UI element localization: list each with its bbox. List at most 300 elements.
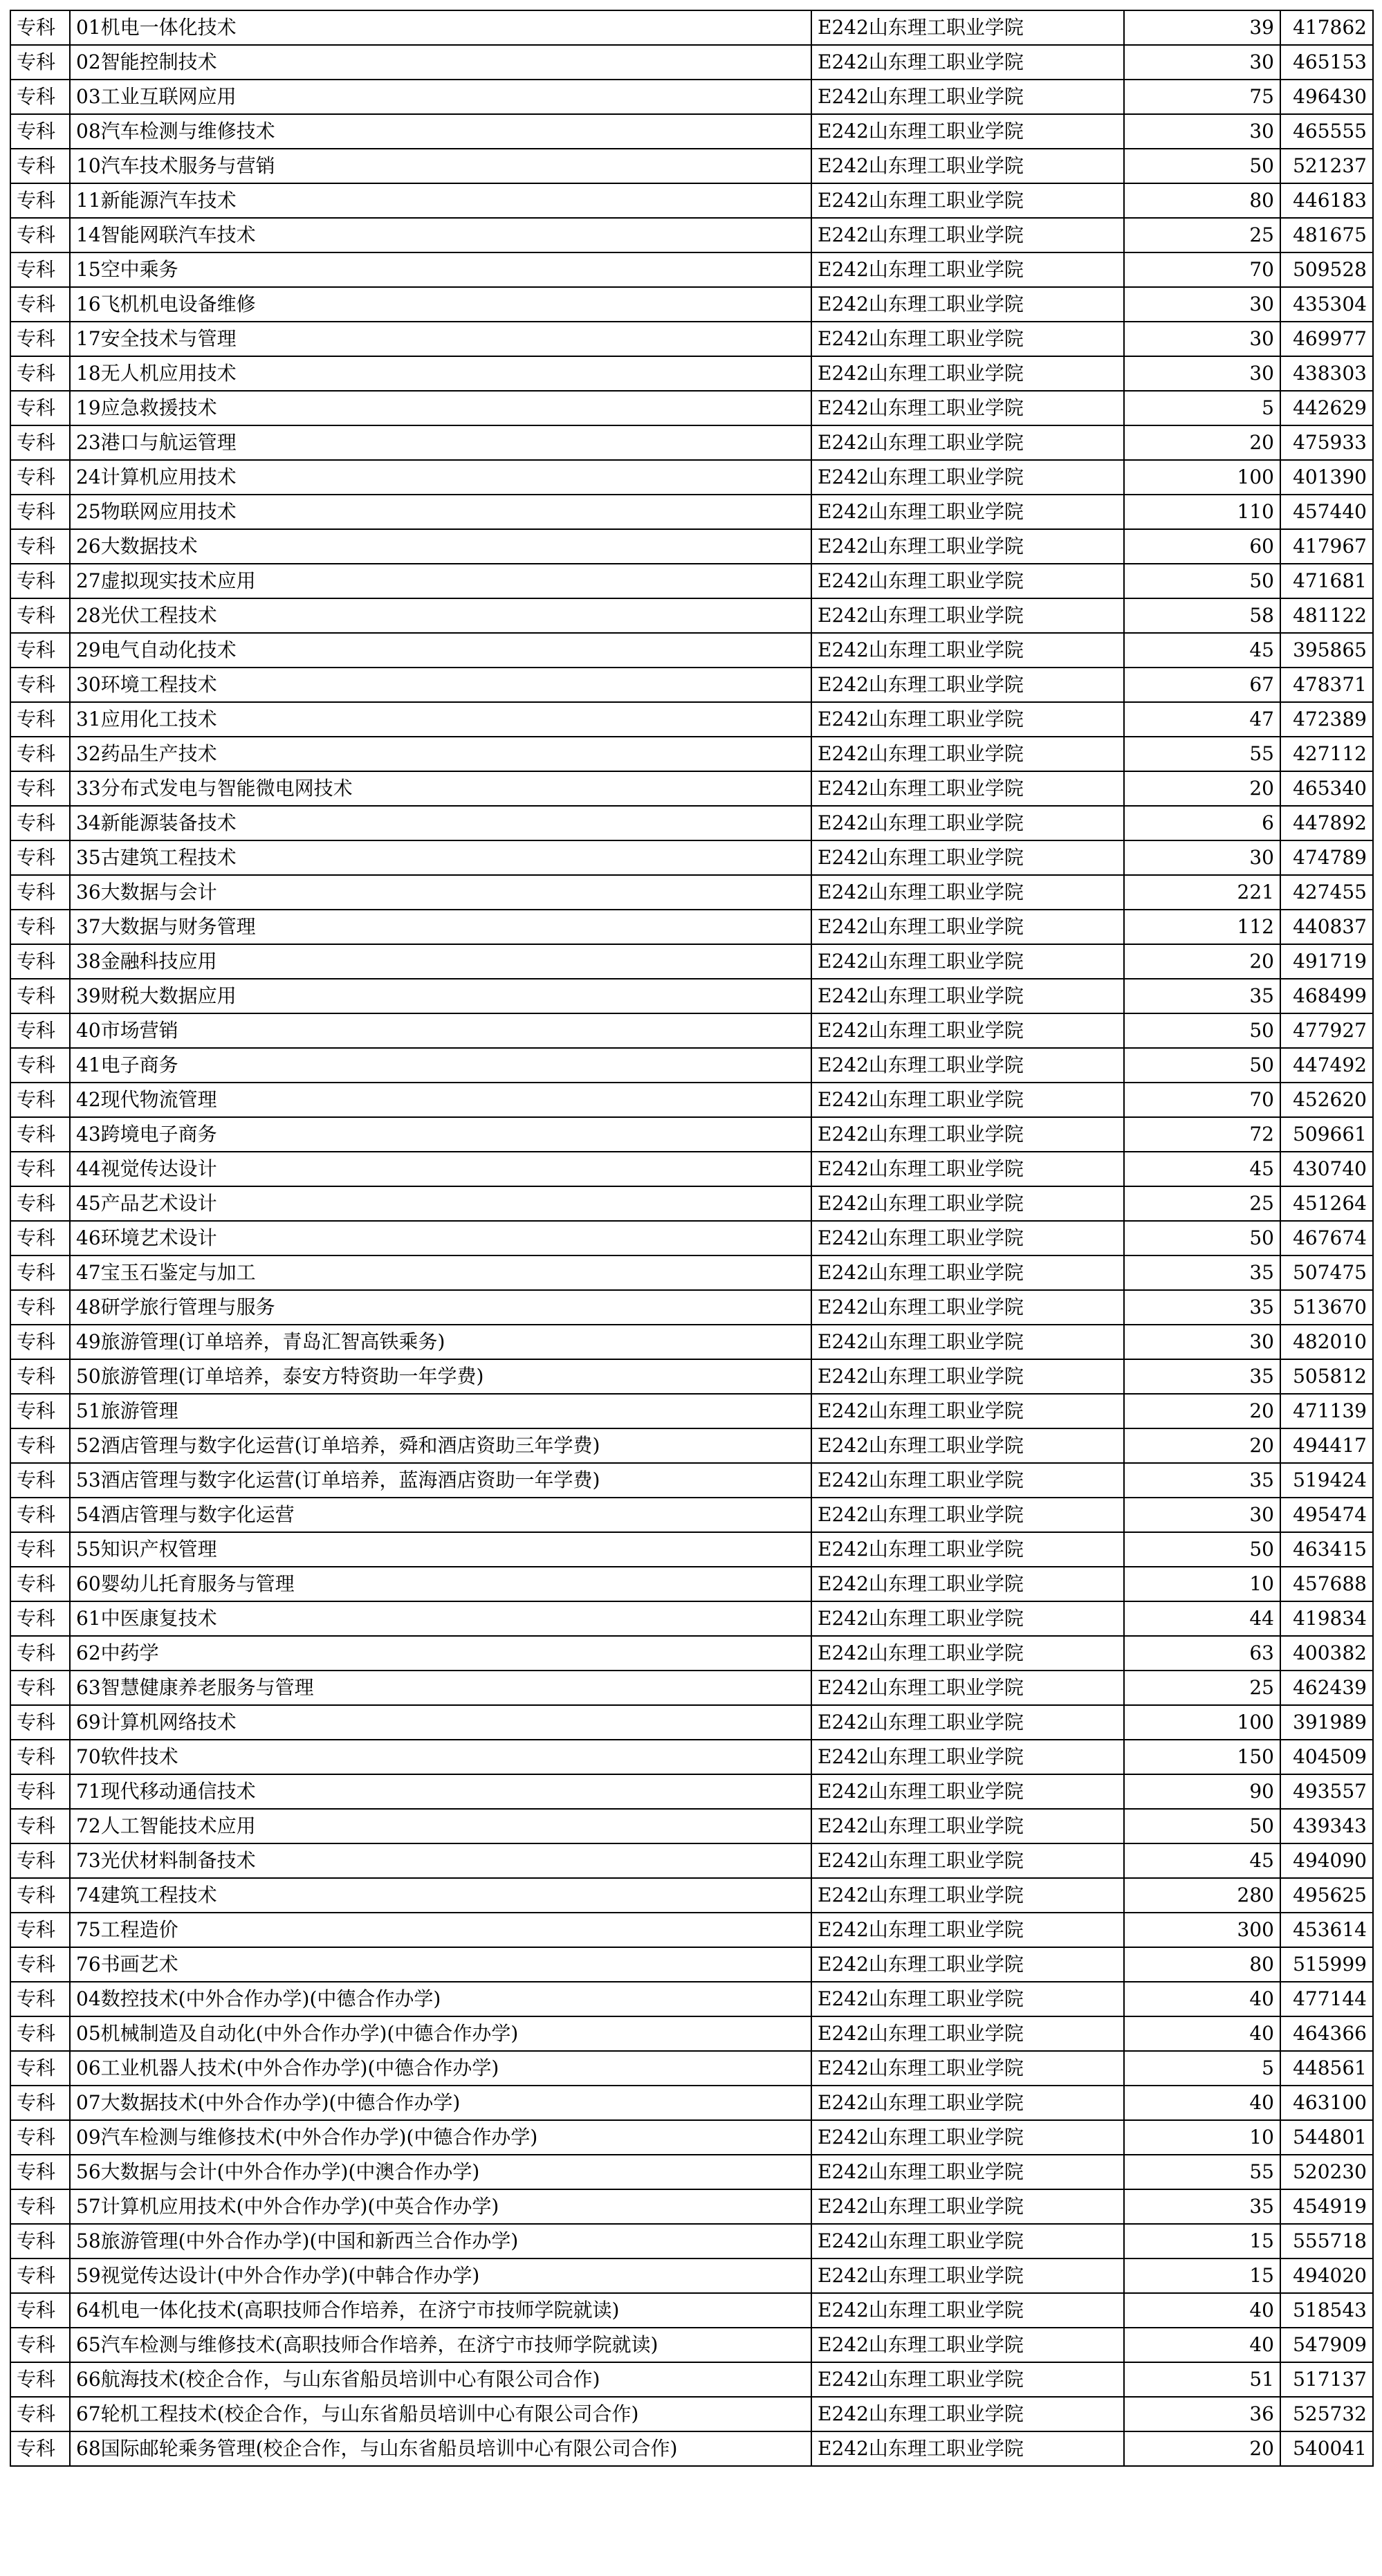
school-cell: E242山东理工职业学院 <box>811 1325 1124 1359</box>
level-cell: 专科 <box>10 1843 70 1878</box>
plan-count-cell: 112 <box>1124 910 1280 944</box>
plan-count-cell: 30 <box>1124 322 1280 356</box>
school-cell: E242山东理工职业学院 <box>811 1117 1124 1152</box>
table-row <box>10 322 1373 356</box>
min-rank-cell: 465153 <box>1280 45 1373 80</box>
min-rank-cell: 463100 <box>1280 2086 1373 2120</box>
major-cell: 62中药学 <box>70 1636 811 1671</box>
major-cell: 02智能控制技术 <box>70 45 811 80</box>
min-rank-cell: 544801 <box>1280 2120 1373 2155</box>
min-rank-cell: 462439 <box>1280 1671 1373 1705</box>
table-row <box>10 1636 1373 1671</box>
table-row <box>10 1325 1373 1359</box>
min-rank-cell: 518543 <box>1280 2293 1373 2328</box>
level-cell: 专科 <box>10 2362 70 2397</box>
min-rank-cell: 521237 <box>1280 149 1373 183</box>
plan-count-cell: 40 <box>1124 2328 1280 2362</box>
min-rank-cell: 457440 <box>1280 495 1373 529</box>
min-rank-cell: 477927 <box>1280 1013 1373 1048</box>
table-row <box>10 633 1373 668</box>
level-cell: 专科 <box>10 910 70 944</box>
min-rank-cell: 447892 <box>1280 806 1373 840</box>
level-cell: 专科 <box>10 1255 70 1290</box>
major-cell: 33分布式发电与智能微电网技术 <box>70 771 811 806</box>
min-rank-cell: 468499 <box>1280 979 1373 1013</box>
level-cell: 专科 <box>10 322 70 356</box>
table-row <box>10 771 1373 806</box>
table-row <box>10 10 1373 45</box>
school-cell: E242山东理工职业学院 <box>811 1601 1124 1636</box>
level-cell: 专科 <box>10 391 70 425</box>
min-rank-cell: 525732 <box>1280 2397 1373 2431</box>
school-cell: E242山东理工职业学院 <box>811 1359 1124 1394</box>
min-rank-cell: 401390 <box>1280 460 1373 495</box>
min-rank-cell: 494417 <box>1280 1428 1373 1463</box>
major-cell: 56大数据与会计(中外合作办学)(中澳合作办学) <box>70 2155 811 2189</box>
table-row <box>10 2189 1373 2224</box>
school-cell: E242山东理工职业学院 <box>811 45 1124 80</box>
table-row <box>10 391 1373 425</box>
table-row <box>10 425 1373 460</box>
min-rank-cell: 481675 <box>1280 218 1373 252</box>
plan-count-cell: 25 <box>1124 1186 1280 1221</box>
level-cell: 专科 <box>10 598 70 633</box>
level-cell: 专科 <box>10 1221 70 1255</box>
level-cell: 专科 <box>10 1290 70 1325</box>
major-cell: 31应用化工技术 <box>70 702 811 737</box>
major-cell: 73光伏材料制备技术 <box>70 1843 811 1878</box>
level-cell: 专科 <box>10 1740 70 1774</box>
level-cell: 专科 <box>10 1498 70 1532</box>
major-cell: 66航海技术(校企合作，与山东省船员培训中心有限公司合作) <box>70 2362 811 2397</box>
school-cell: E242山东理工职业学院 <box>811 598 1124 633</box>
school-cell: E242山东理工职业学院 <box>811 771 1124 806</box>
plan-count-cell: 67 <box>1124 668 1280 702</box>
plan-count-cell: 35 <box>1124 2189 1280 2224</box>
table-row <box>10 1463 1373 1498</box>
level-cell: 专科 <box>10 1532 70 1567</box>
table-body <box>10 10 1373 2466</box>
school-cell: E242山东理工职业学院 <box>811 1428 1124 1463</box>
plan-count-cell: 15 <box>1124 2258 1280 2293</box>
table-row <box>10 875 1373 910</box>
school-cell: E242山东理工职业学院 <box>811 183 1124 218</box>
table-row <box>10 668 1373 702</box>
school-cell: E242山东理工职业学院 <box>811 1290 1124 1325</box>
school-cell: E242山东理工职业学院 <box>811 1013 1124 1048</box>
plan-count-cell: 70 <box>1124 1083 1280 1117</box>
level-cell: 专科 <box>10 2086 70 2120</box>
level-cell: 专科 <box>10 1152 70 1186</box>
min-rank-cell: 465555 <box>1280 114 1373 149</box>
level-cell: 专科 <box>10 10 70 45</box>
major-cell: 05机械制造及自动化(中外合作办学)(中德合作办学) <box>70 2016 811 2051</box>
major-cell: 04数控技术(中外合作办学)(中德合作办学) <box>70 1982 811 2016</box>
school-cell: E242山东理工职业学院 <box>811 979 1124 1013</box>
plan-count-cell: 20 <box>1124 771 1280 806</box>
table-row <box>10 1013 1373 1048</box>
plan-count-cell: 40 <box>1124 2293 1280 2328</box>
level-cell: 专科 <box>10 806 70 840</box>
table-row <box>10 1428 1373 1463</box>
level-cell: 专科 <box>10 1394 70 1428</box>
table-row <box>10 1913 1373 1947</box>
plan-count-cell: 15 <box>1124 2224 1280 2258</box>
table-row <box>10 1740 1373 1774</box>
major-cell: 60婴幼儿托育服务与管理 <box>70 1567 811 1601</box>
plan-count-cell: 35 <box>1124 1255 1280 1290</box>
school-cell: E242山东理工职业学院 <box>811 1636 1124 1671</box>
plan-count-cell: 40 <box>1124 2086 1280 2120</box>
table-row <box>10 1947 1373 1982</box>
min-rank-cell: 555718 <box>1280 2224 1373 2258</box>
plan-count-cell: 100 <box>1124 460 1280 495</box>
plan-count-cell: 58 <box>1124 598 1280 633</box>
plan-count-cell: 44 <box>1124 1601 1280 1636</box>
school-cell: E242山东理工职业学院 <box>811 1878 1124 1913</box>
major-cell: 67轮机工程技术(校企合作，与山东省船员培训中心有限公司合作) <box>70 2397 811 2431</box>
major-cell: 64机电一体化技术(高职技师合作培养，在济宁市技师学院就读) <box>70 2293 811 2328</box>
plan-count-cell: 50 <box>1124 1048 1280 1083</box>
level-cell: 专科 <box>10 2397 70 2431</box>
level-cell: 专科 <box>10 529 70 564</box>
school-cell: E242山东理工职业学院 <box>811 2086 1124 2120</box>
table-row <box>10 1601 1373 1636</box>
table-row <box>10 1117 1373 1152</box>
plan-count-cell: 45 <box>1124 1843 1280 1878</box>
min-rank-cell: 474789 <box>1280 840 1373 875</box>
level-cell: 专科 <box>10 1463 70 1498</box>
school-cell: E242山东理工职业学院 <box>811 2189 1124 2224</box>
table-row <box>10 2362 1373 2397</box>
min-rank-cell: 454919 <box>1280 2189 1373 2224</box>
table-row <box>10 1671 1373 1705</box>
major-cell: 47宝玉石鉴定与加工 <box>70 1255 811 1290</box>
plan-count-cell: 150 <box>1124 1740 1280 1774</box>
school-cell: E242山东理工职业学院 <box>811 1913 1124 1947</box>
major-cell: 28光伏工程技术 <box>70 598 811 633</box>
min-rank-cell: 472389 <box>1280 702 1373 737</box>
min-rank-cell: 395865 <box>1280 633 1373 668</box>
major-cell: 61中医康复技术 <box>70 1601 811 1636</box>
major-cell: 24计算机应用技术 <box>70 460 811 495</box>
min-rank-cell: 438303 <box>1280 356 1373 391</box>
table-row <box>10 2258 1373 2293</box>
level-cell: 专科 <box>10 149 70 183</box>
plan-count-cell: 70 <box>1124 252 1280 287</box>
level-cell: 专科 <box>10 2155 70 2189</box>
school-cell: E242山东理工职业学院 <box>811 564 1124 598</box>
min-rank-cell: 475933 <box>1280 425 1373 460</box>
major-cell: 57计算机应用技术(中外合作办学)(中英合作办学) <box>70 2189 811 2224</box>
level-cell: 专科 <box>10 1636 70 1671</box>
plan-count-cell: 100 <box>1124 1705 1280 1740</box>
min-rank-cell: 495474 <box>1280 1498 1373 1532</box>
min-rank-cell: 430740 <box>1280 1152 1373 1186</box>
min-rank-cell: 457688 <box>1280 1567 1373 1601</box>
school-cell: E242山东理工职业学院 <box>811 391 1124 425</box>
major-cell: 72人工智能技术应用 <box>70 1809 811 1843</box>
school-cell: E242山东理工职业学院 <box>811 910 1124 944</box>
min-rank-cell: 391989 <box>1280 1705 1373 1740</box>
school-cell: E242山东理工职业学院 <box>811 668 1124 702</box>
table-row <box>10 1498 1373 1532</box>
school-cell: E242山东理工职业学院 <box>811 425 1124 460</box>
min-rank-cell: 494090 <box>1280 1843 1373 1878</box>
major-cell: 42现代物流管理 <box>70 1083 811 1117</box>
plan-count-cell: 30 <box>1124 1325 1280 1359</box>
level-cell: 专科 <box>10 1083 70 1117</box>
major-cell: 49旅游管理(订单培养，青岛汇智高铁乘务) <box>70 1325 811 1359</box>
level-cell: 专科 <box>10 1601 70 1636</box>
level-cell: 专科 <box>10 1359 70 1394</box>
level-cell: 专科 <box>10 2293 70 2328</box>
plan-count-cell: 63 <box>1124 1636 1280 1671</box>
table-row <box>10 1567 1373 1601</box>
major-cell: 36大数据与会计 <box>70 875 811 910</box>
table-row <box>10 529 1373 564</box>
plan-count-cell: 10 <box>1124 2120 1280 2155</box>
table-row <box>10 737 1373 771</box>
school-cell: E242山东理工职业学院 <box>811 1809 1124 1843</box>
major-cell: 06工业机器人技术(中外合作办学)(中德合作办学) <box>70 2051 811 2086</box>
level-cell: 专科 <box>10 2328 70 2362</box>
major-cell: 44视觉传达设计 <box>70 1152 811 1186</box>
level-cell: 专科 <box>10 2120 70 2155</box>
major-cell: 09汽车检测与维修技术(中外合作办学)(中德合作办学) <box>70 2120 811 2155</box>
plan-count-cell: 30 <box>1124 287 1280 322</box>
level-cell: 专科 <box>10 979 70 1013</box>
level-cell: 专科 <box>10 1013 70 1048</box>
plan-count-cell: 47 <box>1124 702 1280 737</box>
min-rank-cell: 417967 <box>1280 529 1373 564</box>
major-cell: 14智能网联汽车技术 <box>70 218 811 252</box>
plan-count-cell: 75 <box>1124 80 1280 114</box>
table-row <box>10 2328 1373 2362</box>
school-cell: E242山东理工职业学院 <box>811 2293 1124 2328</box>
level-cell: 专科 <box>10 114 70 149</box>
table-row <box>10 598 1373 633</box>
table-row <box>10 114 1373 149</box>
min-rank-cell: 517137 <box>1280 2362 1373 2397</box>
min-rank-cell: 427455 <box>1280 875 1373 910</box>
level-cell: 专科 <box>10 1982 70 2016</box>
school-cell: E242山东理工职业学院 <box>811 737 1124 771</box>
school-cell: E242山东理工职业学院 <box>811 1083 1124 1117</box>
school-cell: E242山东理工职业学院 <box>811 2362 1124 2397</box>
table-row <box>10 1982 1373 2016</box>
school-cell: E242山东理工职业学院 <box>811 1463 1124 1498</box>
school-cell: E242山东理工职业学院 <box>811 633 1124 668</box>
table-row <box>10 80 1373 114</box>
min-rank-cell: 469977 <box>1280 322 1373 356</box>
min-rank-cell: 446183 <box>1280 183 1373 218</box>
min-rank-cell: 515999 <box>1280 1947 1373 1982</box>
major-cell: 50旅游管理(订单培养，泰安方特资助一年学费) <box>70 1359 811 1394</box>
min-rank-cell: 451264 <box>1280 1186 1373 1221</box>
table-row <box>10 1809 1373 1843</box>
min-rank-cell: 400382 <box>1280 1636 1373 1671</box>
plan-count-cell: 25 <box>1124 1671 1280 1705</box>
level-cell: 专科 <box>10 1878 70 1913</box>
level-cell: 专科 <box>10 1567 70 1601</box>
level-cell: 专科 <box>10 2051 70 2086</box>
major-cell: 08汽车检测与维修技术 <box>70 114 811 149</box>
table-row <box>10 1705 1373 1740</box>
level-cell: 专科 <box>10 840 70 875</box>
level-cell: 专科 <box>10 737 70 771</box>
major-cell: 53酒店管理与数字化运营(订单培养，蓝海酒店资助一年学费) <box>70 1463 811 1498</box>
level-cell: 专科 <box>10 633 70 668</box>
min-rank-cell: 471681 <box>1280 564 1373 598</box>
level-cell: 专科 <box>10 771 70 806</box>
plan-count-cell: 40 <box>1124 1982 1280 2016</box>
major-cell: 32药品生产技术 <box>70 737 811 771</box>
table-row <box>10 2086 1373 2120</box>
level-cell: 专科 <box>10 668 70 702</box>
plan-count-cell: 30 <box>1124 45 1280 80</box>
min-rank-cell: 482010 <box>1280 1325 1373 1359</box>
school-cell: E242山东理工职业学院 <box>811 1186 1124 1221</box>
plan-count-cell: 35 <box>1124 979 1280 1013</box>
level-cell: 专科 <box>10 1117 70 1152</box>
plan-count-cell: 45 <box>1124 1152 1280 1186</box>
level-cell: 专科 <box>10 1913 70 1947</box>
school-cell: E242山东理工职业学院 <box>811 495 1124 529</box>
min-rank-cell: 519424 <box>1280 1463 1373 1498</box>
level-cell: 专科 <box>10 875 70 910</box>
level-cell: 专科 <box>10 1809 70 1843</box>
plan-count-cell: 30 <box>1124 840 1280 875</box>
plan-count-cell: 25 <box>1124 218 1280 252</box>
level-cell: 专科 <box>10 1048 70 1083</box>
major-cell: 11新能源汽车技术 <box>70 183 811 218</box>
school-cell: E242山东理工职业学院 <box>811 2397 1124 2431</box>
min-rank-cell: 507475 <box>1280 1255 1373 1290</box>
min-rank-cell: 493557 <box>1280 1774 1373 1809</box>
major-cell: 69计算机网络技术 <box>70 1705 811 1740</box>
table-row <box>10 356 1373 391</box>
plan-count-cell: 280 <box>1124 1878 1280 1913</box>
min-rank-cell: 419834 <box>1280 1601 1373 1636</box>
plan-count-cell: 35 <box>1124 1463 1280 1498</box>
level-cell: 专科 <box>10 944 70 979</box>
plan-count-cell: 50 <box>1124 564 1280 598</box>
plan-count-cell: 60 <box>1124 529 1280 564</box>
school-cell: E242山东理工职业学院 <box>811 2431 1124 2466</box>
plan-count-cell: 39 <box>1124 10 1280 45</box>
table-row <box>10 252 1373 287</box>
table-row <box>10 944 1373 979</box>
table-row <box>10 149 1373 183</box>
level-cell: 专科 <box>10 2258 70 2293</box>
table-row <box>10 1048 1373 1083</box>
table-row <box>10 2224 1373 2258</box>
school-cell: E242山东理工职业学院 <box>811 1705 1124 1740</box>
plan-count-cell: 72 <box>1124 1117 1280 1152</box>
table-row <box>10 1843 1373 1878</box>
plan-count-cell: 80 <box>1124 1947 1280 1982</box>
school-cell: E242山东理工职业学院 <box>811 702 1124 737</box>
major-cell: 18无人机应用技术 <box>70 356 811 391</box>
major-cell: 23港口与航运管理 <box>70 425 811 460</box>
level-cell: 专科 <box>10 1325 70 1359</box>
min-rank-cell: 417862 <box>1280 10 1373 45</box>
major-cell: 43跨境电子商务 <box>70 1117 811 1152</box>
school-cell: E242山东理工职业学院 <box>811 806 1124 840</box>
table-row <box>10 1083 1373 1117</box>
level-cell: 专科 <box>10 425 70 460</box>
min-rank-cell: 491719 <box>1280 944 1373 979</box>
school-cell: E242山东理工职业学院 <box>811 2328 1124 2362</box>
level-cell: 专科 <box>10 1671 70 1705</box>
school-cell: E242山东理工职业学院 <box>811 1843 1124 1878</box>
min-rank-cell: 509528 <box>1280 252 1373 287</box>
min-rank-cell: 463415 <box>1280 1532 1373 1567</box>
school-cell: E242山东理工职业学院 <box>811 114 1124 149</box>
level-cell: 专科 <box>10 564 70 598</box>
major-cell: 48研学旅行管理与服务 <box>70 1290 811 1325</box>
major-cell: 27虚拟现实技术应用 <box>70 564 811 598</box>
table-row <box>10 1152 1373 1186</box>
school-cell: E242山东理工职业学院 <box>811 529 1124 564</box>
min-rank-cell: 495625 <box>1280 1878 1373 1913</box>
min-rank-cell: 453614 <box>1280 1913 1373 1947</box>
table-row <box>10 2431 1373 2466</box>
plan-count-cell: 30 <box>1124 1498 1280 1532</box>
major-cell: 75工程造价 <box>70 1913 811 1947</box>
plan-count-cell: 36 <box>1124 2397 1280 2431</box>
min-rank-cell: 540041 <box>1280 2431 1373 2466</box>
major-cell: 19应急救援技术 <box>70 391 811 425</box>
major-cell: 54酒店管理与数字化运营 <box>70 1498 811 1532</box>
table-row <box>10 979 1373 1013</box>
min-rank-cell: 465340 <box>1280 771 1373 806</box>
plan-count-cell: 50 <box>1124 1221 1280 1255</box>
min-rank-cell: 448561 <box>1280 2051 1373 2086</box>
school-cell: E242山东理工职业学院 <box>811 2155 1124 2189</box>
school-cell: E242山东理工职业学院 <box>811 1567 1124 1601</box>
table-row <box>10 1255 1373 1290</box>
min-rank-cell: 427112 <box>1280 737 1373 771</box>
school-cell: E242山东理工职业学院 <box>811 1221 1124 1255</box>
major-cell: 55知识产权管理 <box>70 1532 811 1567</box>
plan-count-cell: 20 <box>1124 425 1280 460</box>
school-cell: E242山东理工职业学院 <box>811 80 1124 114</box>
major-cell: 07大数据技术(中外合作办学)(中德合作办学) <box>70 2086 811 2120</box>
school-cell: E242山东理工职业学院 <box>811 1048 1124 1083</box>
major-cell: 46环境艺术设计 <box>70 1221 811 1255</box>
level-cell: 专科 <box>10 252 70 287</box>
major-cell: 30环境工程技术 <box>70 668 811 702</box>
min-rank-cell: 513670 <box>1280 1290 1373 1325</box>
major-cell: 71现代移动通信技术 <box>70 1774 811 1809</box>
level-cell: 专科 <box>10 1947 70 1982</box>
plan-count-cell: 50 <box>1124 1532 1280 1567</box>
table-row <box>10 1221 1373 1255</box>
school-cell: E242山东理工职业学院 <box>811 10 1124 45</box>
major-cell: 17安全技术与管理 <box>70 322 811 356</box>
table-row <box>10 910 1373 944</box>
major-cell: 26大数据技术 <box>70 529 811 564</box>
major-cell: 40市场营销 <box>70 1013 811 1048</box>
school-cell: E242山东理工职业学院 <box>811 1152 1124 1186</box>
major-cell: 37大数据与财务管理 <box>70 910 811 944</box>
major-cell: 51旅游管理 <box>70 1394 811 1428</box>
plan-count-cell: 10 <box>1124 1567 1280 1601</box>
level-cell: 专科 <box>10 702 70 737</box>
table-row <box>10 1774 1373 1809</box>
